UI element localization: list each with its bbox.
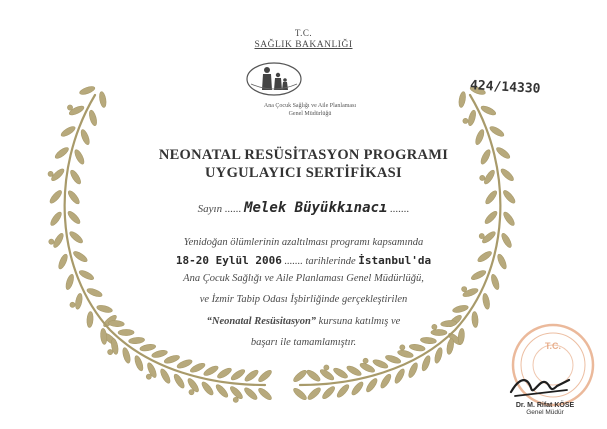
laurel-leaf	[359, 362, 376, 374]
certificate-title-line1: NEONATAL RESÜSİTASYON PROGRAMI	[158, 147, 449, 163]
laurel-leaf	[60, 125, 77, 139]
laurel-leaf	[474, 129, 486, 146]
laurel-berry	[67, 105, 72, 110]
laurel-leaf	[214, 383, 229, 399]
laurel-leaf	[79, 129, 91, 146]
laurel-leaf	[133, 355, 144, 372]
laurel-leaf	[243, 386, 259, 401]
signatory-block	[505, 402, 585, 416]
laurel-leaf	[452, 304, 469, 314]
laurel-leaf	[306, 386, 322, 401]
laurel-leaf	[397, 349, 414, 359]
laurel-leaf	[202, 364, 219, 377]
ministry-logo-icon	[245, 60, 303, 98]
laurel-leaf	[332, 366, 349, 380]
recipient-dots-before: ......	[224, 203, 242, 215]
laurel-berry	[462, 287, 467, 292]
laurel-leaf	[292, 369, 308, 384]
laurel-leaf	[480, 104, 497, 116]
body-line1: Yenidoğan ölümlerinin azaltılması programı kapsamında	[183, 237, 424, 248]
laurel-berry	[146, 374, 151, 379]
laurel-leaf	[216, 366, 233, 380]
signatory-name: Dr. M. Rifat KÖSE	[515, 402, 575, 409]
body-line2: 18-20 Eylül 2006 ....... tarihlerinde İstanbul'da	[175, 254, 432, 267]
laurel-leaf	[159, 368, 172, 385]
tarihlerinde-label: tarihlerinde	[305, 256, 356, 267]
laurel-berry	[108, 349, 113, 354]
laurel-leaf	[88, 109, 98, 126]
recipient-dots-after: .......	[390, 203, 410, 215]
laurel-leaf	[96, 304, 113, 314]
body-line6: başarı ile tamamlamıştır.	[250, 337, 357, 348]
serial-number: 424/14330	[469, 78, 541, 97]
course-city: İstanbul'da	[358, 254, 432, 267]
laurel-leaf	[118, 329, 134, 335]
tc-label: T.C.	[294, 28, 313, 38]
body-line5-rest: kursuna katılmış ve	[318, 316, 401, 327]
laurel-leaf	[189, 362, 206, 374]
laurel-leaf	[172, 373, 186, 390]
laurel-berry	[363, 358, 368, 363]
course-name: “Neonatal Resüsitasyon”	[206, 316, 317, 327]
recipient-name: Melek Büyükkınacı	[244, 200, 388, 216]
stamp-text: T.C.	[544, 341, 562, 351]
laurel-leaf	[431, 329, 447, 335]
laurel-leaf	[243, 368, 259, 383]
laurel-leaf	[230, 368, 247, 382]
laurel-leaf	[372, 358, 389, 370]
laurel-leaf	[385, 354, 402, 365]
laurel-leaf	[200, 380, 215, 396]
recipient-prefix: Sayın	[197, 203, 223, 215]
laurel-leaf	[151, 349, 168, 359]
recipient-line	[0, 200, 607, 216]
laurel-leaf	[292, 387, 308, 402]
laurel-leaf	[420, 355, 431, 372]
laurel-berry	[324, 365, 329, 370]
laurel-leaf	[257, 387, 273, 402]
laurel-leaf	[350, 380, 365, 396]
signature-icon	[505, 370, 575, 402]
laurel-leaf	[257, 369, 273, 384]
course-date: 18-20 Eylül 2006	[175, 254, 282, 267]
laurel-leaf	[176, 358, 193, 370]
laurel-berry	[463, 118, 468, 123]
laurel-leaf	[163, 354, 180, 365]
laurel-leaf	[321, 385, 337, 401]
laurel-leaf	[379, 373, 393, 390]
laurel-leaf	[365, 377, 379, 394]
laurel-leaf	[79, 85, 96, 96]
body-line4: ve İzmir Tabip Odası İşbirliğinde gerçekleştirilen	[199, 294, 408, 305]
laurel-leaf	[393, 368, 406, 385]
ministry-sub-line2: Genel Müdürlüğü	[288, 111, 332, 117]
laurel-leaf	[458, 91, 467, 108]
ministry-sub-line1: Ana Çocuk Sağlığı ve Aile Planlaması	[263, 103, 357, 109]
laurel-leaf	[335, 383, 350, 399]
laurel-leaf	[433, 347, 443, 364]
laurel-berry	[233, 397, 238, 402]
signatory-title: Genel Müdür	[526, 409, 564, 416]
laurel-leaf	[305, 368, 321, 383]
laurel-leaf	[467, 109, 477, 126]
laurel-berry	[189, 390, 194, 395]
laurel-leaf	[98, 91, 107, 108]
laurel-leaf	[407, 362, 419, 379]
laurel-leaf	[121, 347, 131, 364]
certificate-title-line2: UYGULAYICI SERTİFİKASI	[205, 165, 402, 181]
body-line3: Ana Çocuk Sağlığı ve Aile Planlaması Genel Müdürlüğü,	[183, 273, 424, 284]
laurel-leaf	[346, 364, 363, 377]
ministry-name: SAĞLIK BAKANLIĞI	[254, 40, 353, 50]
laurel-leaf	[488, 125, 505, 139]
